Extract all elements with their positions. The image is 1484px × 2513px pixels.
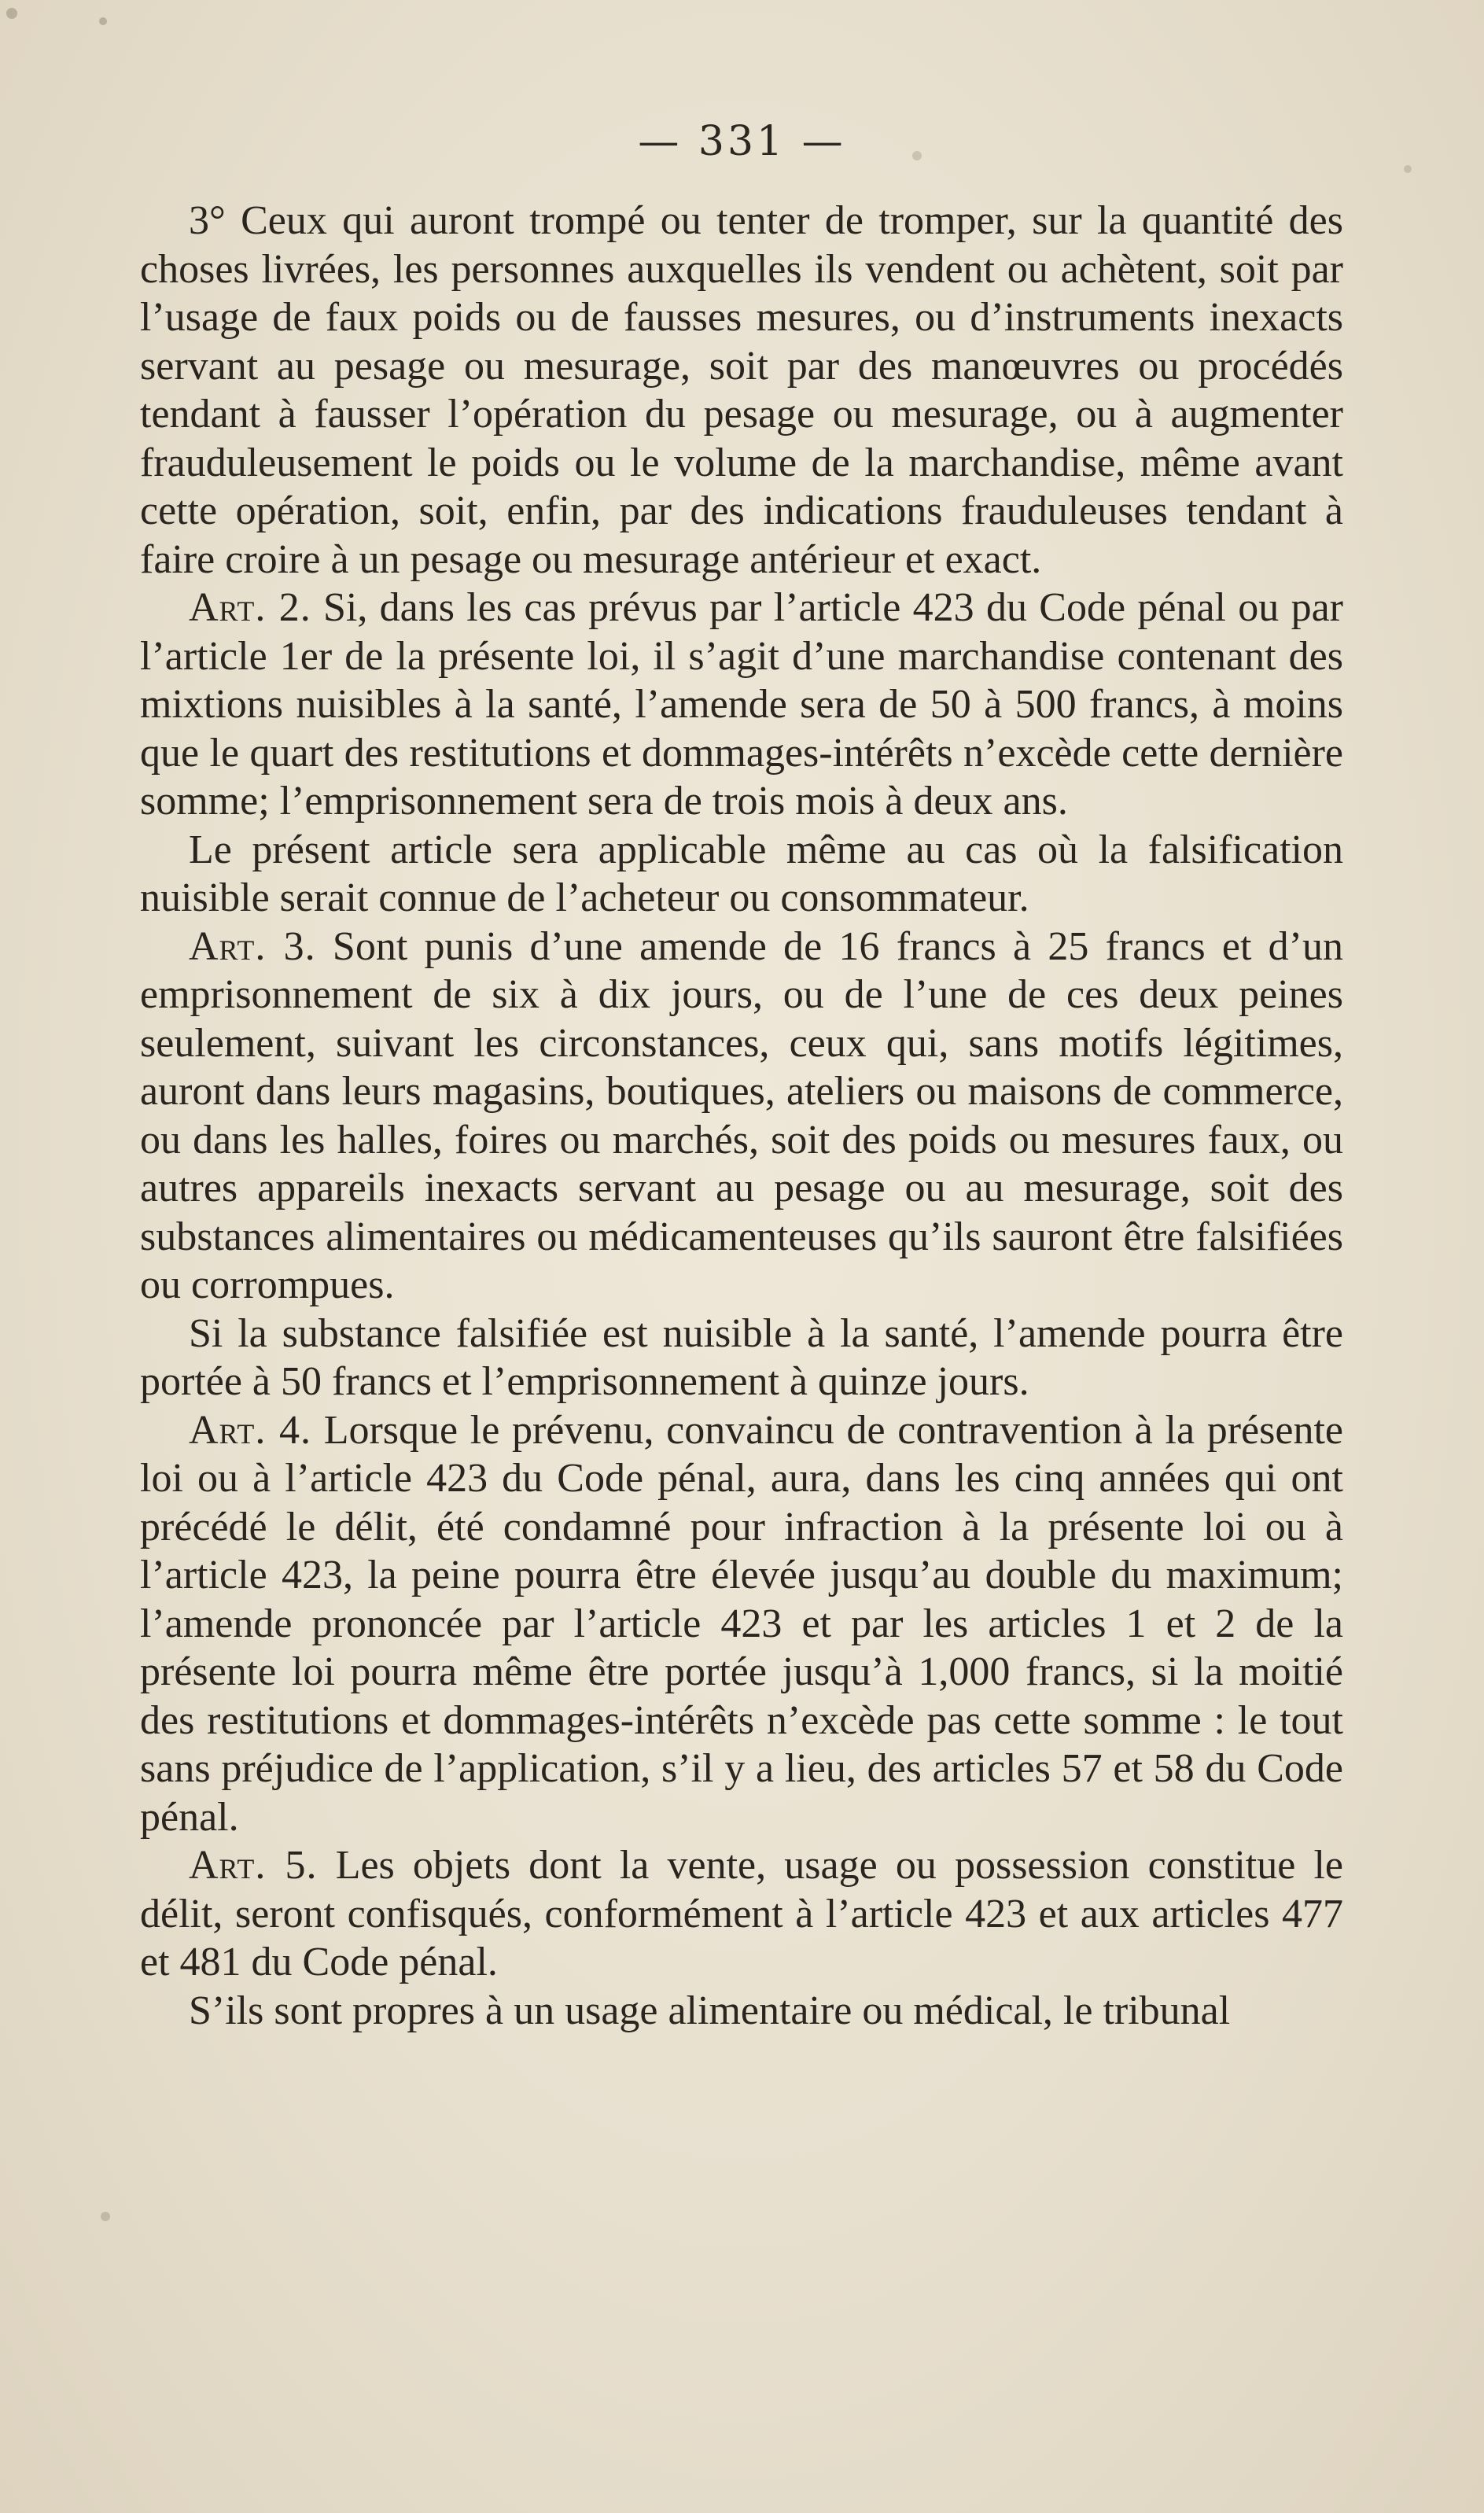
paragraph xyxy=(140,826,1343,923)
body-text xyxy=(140,197,1343,2035)
paragraph-text: 3° Ceux qui auront trompé ou tenter de tromper, sur la quantité des choses livrées, les personnes auxquelles ils vendent ou achètent, soit par l’usage de faux poids ou de fausses mesures, ou d’instruments inexacts servant au pesage ou mesurage, soit par des manœuvres ou procédés tendant à fausser l’opération du pesage ou mesurage, ou à augmenter frauduleusement le poids ou le volume de la marchandise, même avant cette opération, soit, enfin, par des indications frauduleuses tendant à faire croire à un pesage ou mesurage antérieur et exact. xyxy=(140,198,1343,582)
article-label: Art. 2. xyxy=(189,585,311,630)
page-number: — 331 — xyxy=(638,118,846,165)
ink-spot xyxy=(99,17,107,25)
paragraph-text: Si la substance falsifiée est nuisible à la santé, l’amende pourra être portée à 50 francs et l’emprisonnement à quinze jours. xyxy=(140,1310,1343,1404)
paragraph-text: Sont punis d’une amende de 16 francs à 25 francs et d’un emprisonnement de six à dix jours, ou de l’une de ces deux peines seulement, suivant les circonstances, ceux qui, sans motifs légitimes, auront dans leurs magasins, boutiques, ateliers ou maisons de commerce, ou dans les halles, foires ou marchés, soit des poids ou mesures faux, ou autres appareils inexacts servant au pesage ou au mesurage, soit des substances alimentaires ou médicamenteuses qu’ils sauront être falsifiées ou corrompues. xyxy=(140,923,1343,1307)
paragraph-text: Les objets dont la vente, usage ou possession constitue le délit, seront confisqués, conformément à l’article 423 et aux articles 477 et 481 du Code pénal. xyxy=(140,1843,1343,1984)
paragraph-text: S’ils sont propres à un usage alimentaire ou médical, le tribunal xyxy=(189,1988,1231,2033)
article-label: Art. 4. xyxy=(189,1407,312,1453)
paragraph xyxy=(140,1841,1343,1987)
article-label: Art. 3. xyxy=(189,923,316,969)
paragraph xyxy=(140,923,1343,1310)
paragraph xyxy=(140,1310,1343,1406)
paragraph xyxy=(140,1406,1343,1842)
paragraph-text: Lorsque le prévenu, convaincu de contravention à la présente loi ou à l’article 423 du Code pénal, aura, dans les cinq années qui ont précédé le délit, été condamné pour infraction à la présente loi ou à l’article 423, la peine pourra être élevée jusqu’au double du maximum; l’amende prononcée par l’article 423 et par les articles 1 et 2 de la présente loi pourra même être portée jusqu’à 1,000 francs, si la moitié des restitutions et dommages-intérêts n’excède pas cette somme : le tout sans préjudice de l’application, s’il y a lieu, des articles 57 et 58 du Code pénal. xyxy=(140,1407,1343,1840)
paragraph-text: Si, dans les cas prévus par l’article 423 du Code pénal ou par l’article 1er de la présente loi, il s’agit d’une marchandise contenant des mixtions nuisibles à la santé, l’amende sera de 50 à 500 francs, à moins que le quart des restitutions et dommages-intérêts n’excède cette dernière somme; l’emprisonnement sera de trois mois à deux ans. xyxy=(140,585,1343,824)
ink-spot xyxy=(1404,165,1412,173)
article-label: Art. 5. xyxy=(189,1843,318,1888)
paragraph xyxy=(140,1987,1343,2036)
paragraph xyxy=(140,584,1343,826)
paragraph-text: Le présent article sera applicable même au cas où la falsification nuisible serait connue de l’acheteur ou consommateur. xyxy=(140,827,1343,920)
ink-spot xyxy=(6,8,17,19)
ink-spot xyxy=(101,2212,110,2221)
paragraph xyxy=(140,197,1343,584)
